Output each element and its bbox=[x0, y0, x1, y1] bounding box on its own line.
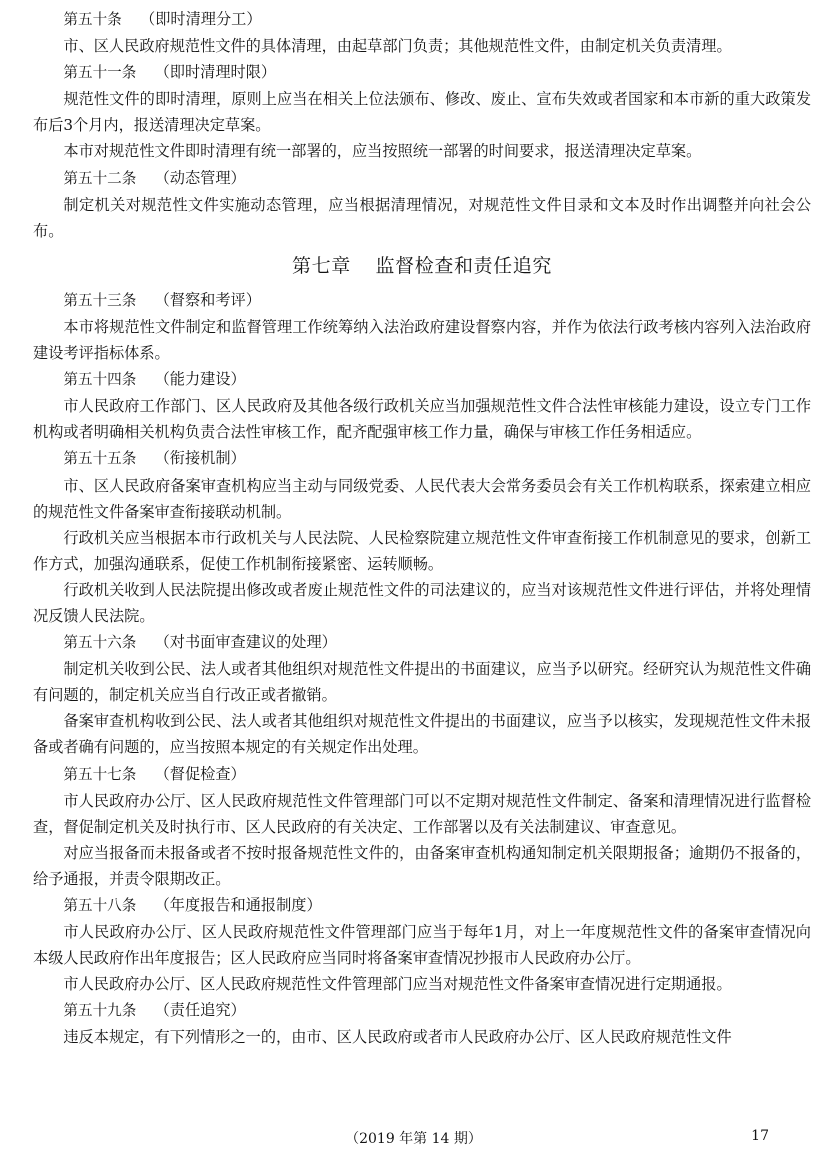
article-title: （对书面审查建议的处理） bbox=[154, 633, 337, 652]
paragraph: 行政机关收到人民法院提出修改或者废止规范性文件的司法建议的，应当对该规范性文件进行评估，并将处理情况反馈人民法院。 bbox=[33, 580, 811, 625]
article-heading bbox=[33, 997, 811, 1024]
chapter-heading bbox=[33, 249, 811, 283]
page-number: 17 bbox=[751, 1128, 769, 1144]
article-heading bbox=[33, 165, 811, 192]
page-footer bbox=[0, 1128, 827, 1152]
article-title: （即时清理时限） bbox=[154, 63, 277, 82]
article-number: 第五十五条 bbox=[63, 450, 137, 468]
paragraph: 对应当报备而未报备或者不按时报备规范性文件的，由备案审查机构通知制定机关限期报备；逾期仍不报备的，给予通报，并责令限期改正。 bbox=[33, 843, 811, 888]
issue-label: （2019 年第 14 期） bbox=[345, 1131, 482, 1147]
article-heading bbox=[33, 761, 811, 788]
article-number: 第五十九条 bbox=[63, 1002, 137, 1020]
article-number: 第五十条 bbox=[63, 11, 122, 28]
article-heading bbox=[33, 892, 811, 919]
paragraph: 市人民政府办公厅、区人民政府规范性文件管理部门可以不定期对规范性文件制定、备案和清理情况进行监督检查，督促制定机关及时执行市、区人民政府的有关决定、工作部署以及有关法制建议、审查意见。 bbox=[33, 791, 811, 836]
article-number: 第五十三条 bbox=[63, 291, 137, 309]
article-heading bbox=[33, 445, 811, 472]
paragraph: 制定机关收到公民、法人或者其他组织对规范性文件提出的书面建议，应当予以研究。经研究认为规范性文件确有问题的，制定机关应当自行改正或者撤销。 bbox=[33, 660, 811, 705]
paragraph: 市、区人民政府备案审查机构应当主动与同级党委、人民代表大会常务委员会有关工作机构联系，探索建立相应的规范性文件备案审查衔接联动机制。 bbox=[33, 476, 811, 521]
article-number: 第五十四条 bbox=[63, 371, 137, 389]
paragraph: 行政机关应当根据本市行政机关与人民法院、人民检察院建立规范性文件审查衔接工作机制意见的要求，创新工作方式，加强沟通联系，促使工作机制衔接紧密、运转顺畅。 bbox=[33, 528, 811, 573]
article-number: 第五十二条 bbox=[63, 169, 137, 187]
paragraph: 违反本规定，有下列情形之一的，由市、区人民政府或者市人民政府办公厅、区人民政府规范性文件 bbox=[63, 1028, 732, 1047]
article-heading bbox=[33, 6, 811, 33]
article-title: （能力建设） bbox=[154, 370, 246, 389]
paragraph: 市人民政府工作部门、区人民政府及其他各级行政机关应当加强规范性文件合法性审核能力建设，设立专门工作机构或者明确相关机构负责合法性审核工作，配齐配强审核工作力量，确保与审核工作任务相适应。 bbox=[33, 397, 811, 442]
article-number: 第五十一条 bbox=[63, 64, 137, 82]
regulation-body bbox=[33, 6, 811, 1051]
paragraph: 本市将规范性文件制定和监督管理工作统筹纳入法治政府建设督察内容，并作为依法行政考核内容列入法治政府建设考评指标体系。 bbox=[33, 317, 811, 363]
paragraph: 规范性文件的即时清理，原则上应当在相关上位法颁布、修改、废止、宣布失效或者国家和本市新的重大政策发布后3个月内，报送清理决定草案。 bbox=[33, 90, 811, 135]
chapter-title: 监督检查和责任追究 bbox=[375, 254, 552, 277]
article-title: （责任追究） bbox=[154, 1001, 246, 1020]
article-heading bbox=[33, 629, 811, 656]
paragraph: 市人民政府办公厅、区人民政府规范性文件管理部门应当于每年1月，对上一年度规范性文件的备案审查情况向本级人民政府作出年度报告；区人民政府应当同时将备案审查情况抄报市人民政府办公厅。 bbox=[33, 923, 811, 968]
article-number: 第五十八条 bbox=[63, 897, 137, 914]
article-heading bbox=[33, 287, 811, 314]
paragraph: 市人民政府办公厅、区人民政府规范性文件管理部门应当对规范性文件备案审查情况进行定期通报。 bbox=[63, 975, 732, 994]
article-title: （衔接机制） bbox=[154, 449, 246, 468]
article-number: 第五十六条 bbox=[63, 634, 137, 652]
article-title: （督促检查） bbox=[154, 764, 246, 783]
article-title: （动态管理） bbox=[154, 168, 246, 187]
article-title: （年度报告和通报制度） bbox=[154, 896, 322, 914]
article-heading bbox=[33, 59, 811, 86]
article-title: （即时清理分工） bbox=[140, 10, 262, 28]
article-title: （督察和考评） bbox=[154, 290, 261, 309]
paragraph: 备案审查机构收到公民、法人或者其他组织对规范性文件提出的书面建议，应当予以核实，发现规范性文件未报备或者确有问题的，应当按照本规定的有关规定作出处理。 bbox=[33, 712, 811, 757]
paragraph: 市、区人民政府规范性文件的具体清理，由起草部门负责；其他规范性文件，由制定机关负责清理。 bbox=[63, 37, 732, 56]
paragraph: 制定机关对规范性文件实施动态管理，应当根据清理情况，对规范性文件目录和文本及时作出调整并向社会公布。 bbox=[33, 195, 811, 240]
article-number: 第五十七条 bbox=[63, 765, 137, 783]
paragraph: 本市对规范性文件即时清理有统一部署的，应当按照统一部署的时间要求，报送清理决定草案。 bbox=[63, 142, 702, 161]
chapter-number: 第七章 bbox=[292, 254, 351, 277]
article-heading bbox=[33, 366, 811, 393]
